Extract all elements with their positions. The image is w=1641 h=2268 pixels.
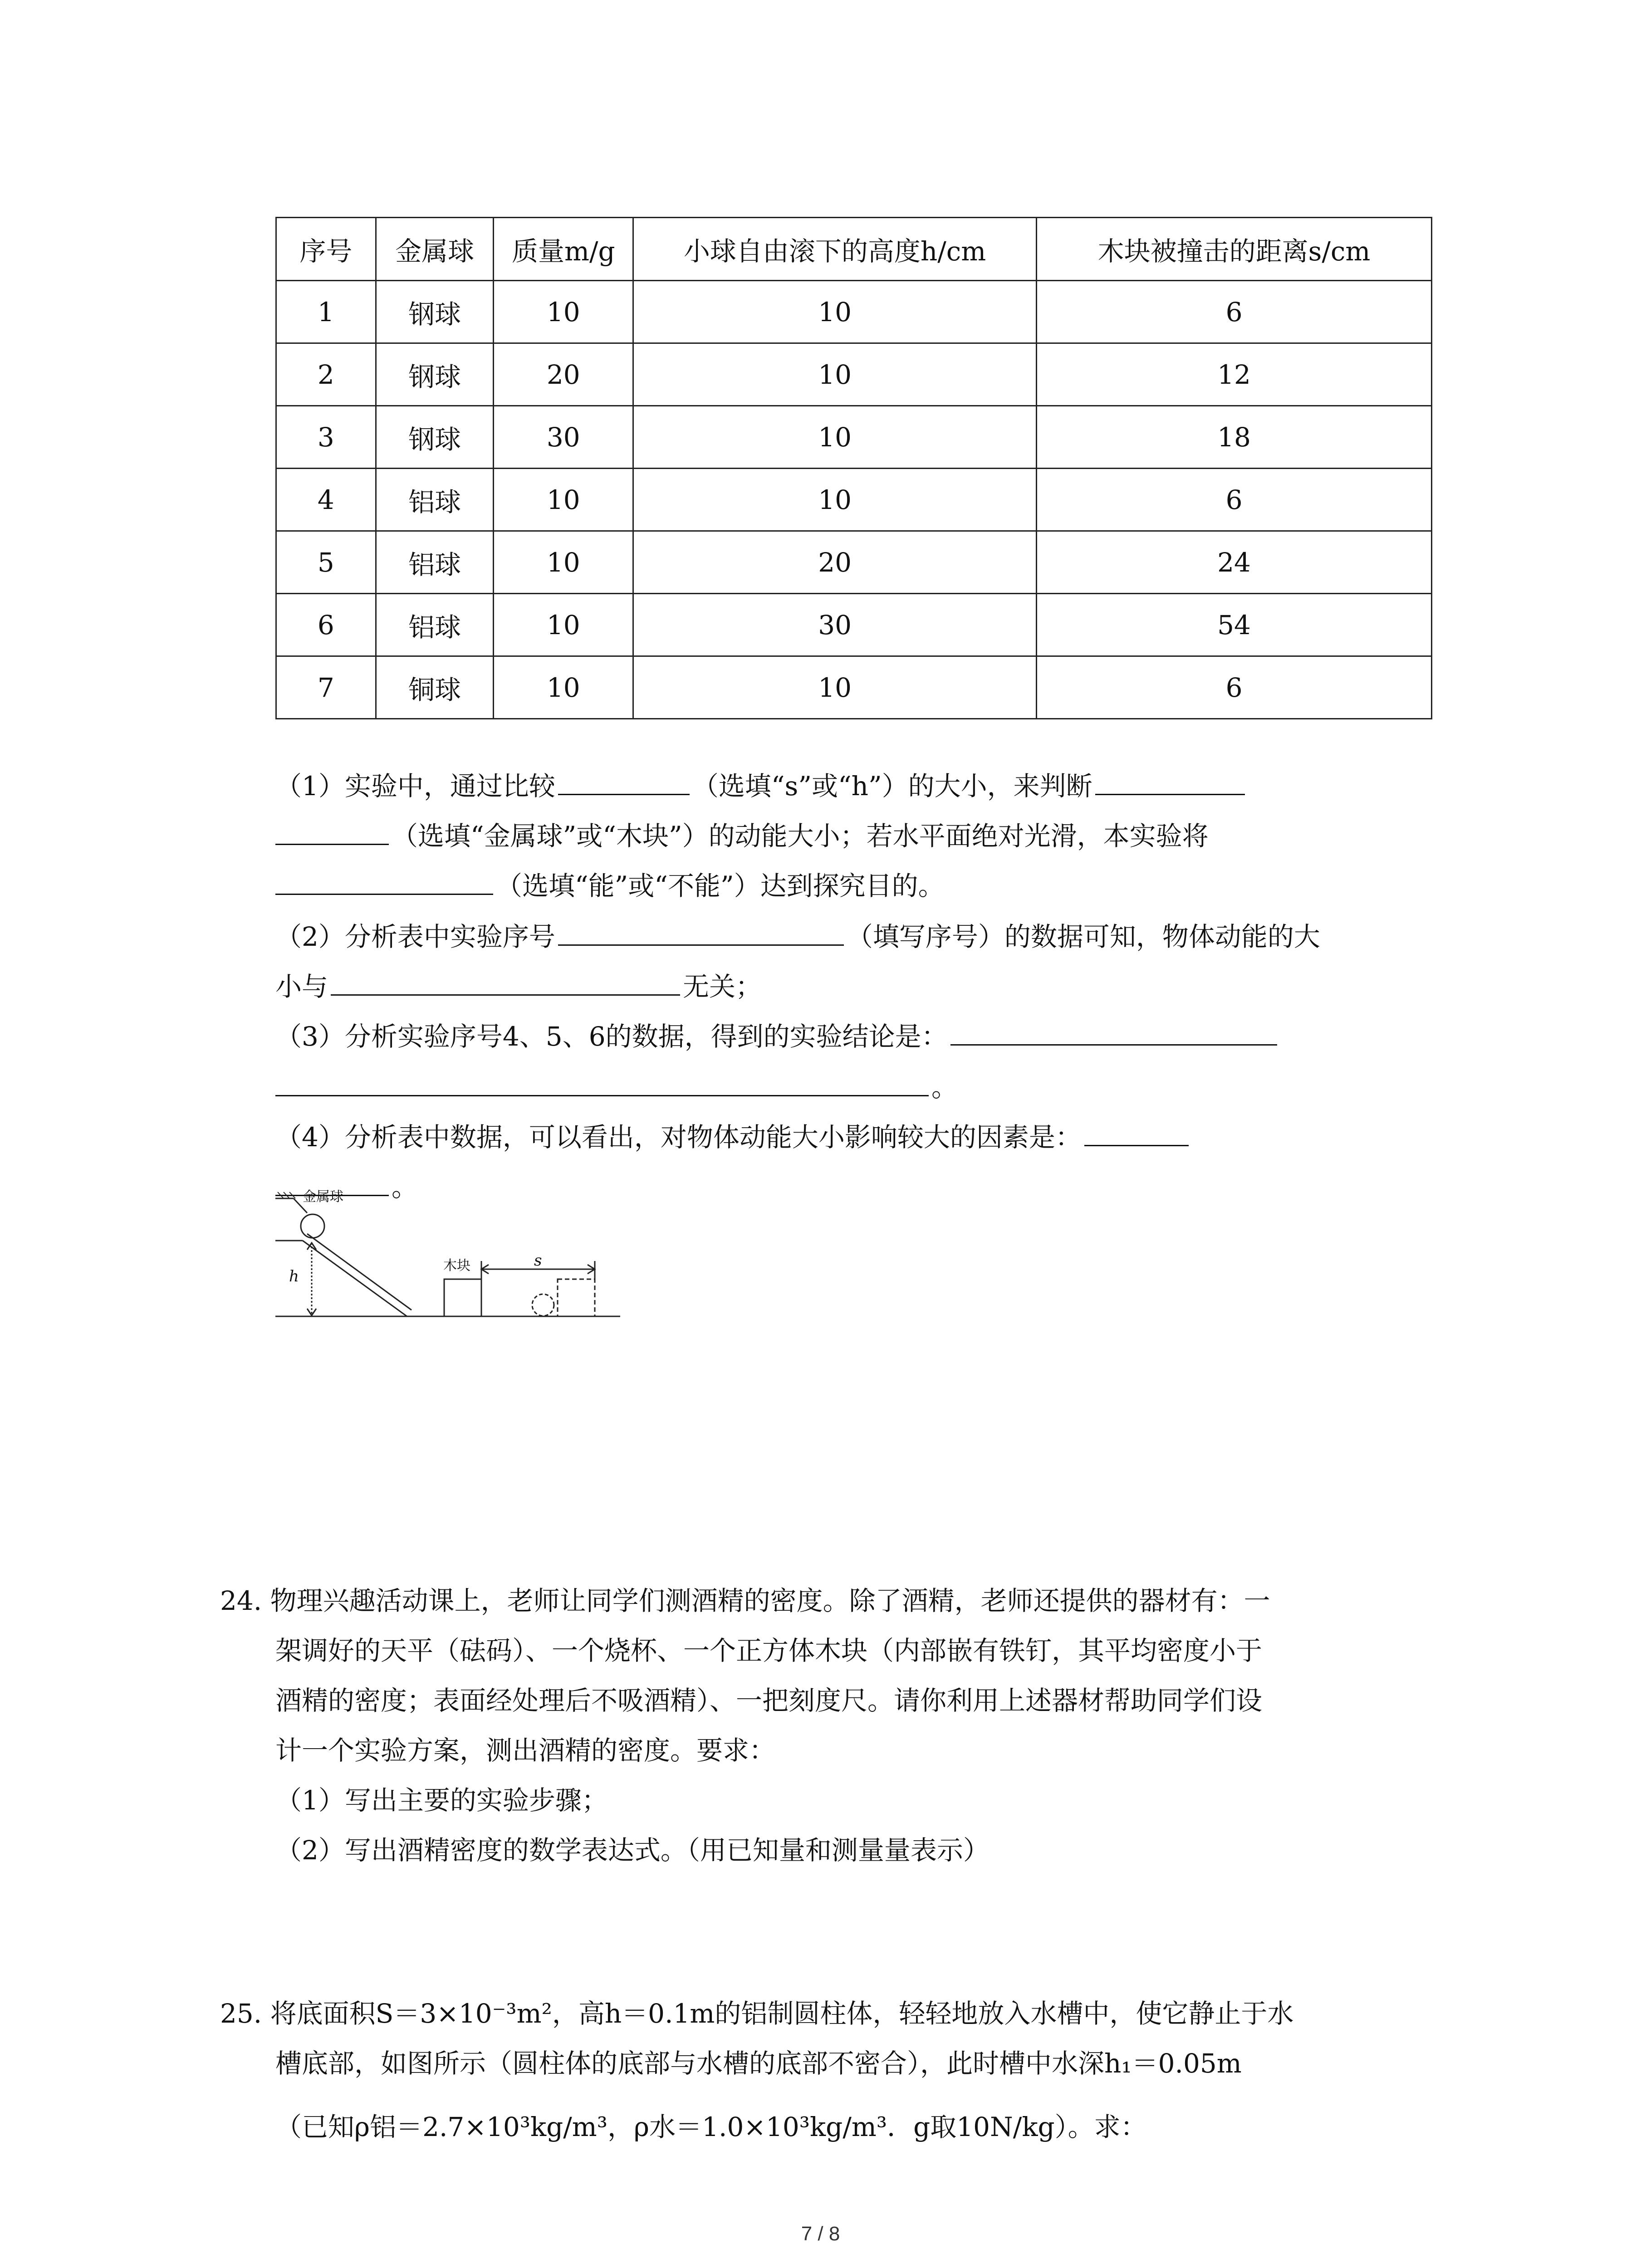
q23-p4-text-b: 。 [392,1172,418,1202]
q23-part4-line1 [275,1121,1191,1153]
block-label: 木块 [443,1258,470,1274]
h-label: h [289,1267,299,1286]
q23-p3-text-b: 。 [931,1072,958,1103]
table-cell: 钢球 [376,343,494,406]
table-cell: 1 [276,281,376,343]
table-cell: 10 [633,343,1037,406]
table-cell: 6 [1037,281,1432,343]
header-cell: 木块被撞击的距离s/cm [1037,218,1432,281]
s-label: s [534,1251,542,1270]
q24-line5: （1）写出主要的实验步骤； [275,1785,608,1816]
header-cell: 序号 [276,218,376,281]
q24-line4: 计一个实验方案，测出酒精的密度。要求： [275,1735,776,1766]
table-cell: 2 [276,343,376,406]
q23-part1-line2 [275,820,1209,849]
table-cell: 10 [494,531,633,594]
q23-part2-line1 [275,921,1320,950]
q23-p2-text-a: （2）分析表中实验序号 [275,921,555,952]
q24-line3: 酒精的密度；表面经处理后不吸酒精）、一把刻度尺。请你利用上述器材帮助同学们设 [275,1685,1263,1716]
q25-line3: （已知ρ铝＝2.7×10³kg/m³，ρ水＝1.0×10³kg/m³．g取10N/kg）。求： [275,2112,1147,2142]
q25-line2: 槽底部，如图所示（圆柱体的底部与水槽的底部不密合），此时槽中水深h₁＝0.05m [275,2048,1242,2079]
q23-part2-line2 [275,971,762,1000]
table-cell: 5 [276,531,376,594]
table-cell: 10 [494,281,633,343]
table-cell: 铜球 [376,656,494,719]
page-number: 7 / 8 [801,2223,840,2245]
answer-blank[interactable] [275,820,389,845]
table-cell: 54 [1037,594,1432,656]
q23-part1-line1 [275,770,1248,802]
table-cell: 10 [633,469,1037,531]
table-header-row [276,218,1432,281]
header-cell: 小球自由滚下的高度h/cm [633,218,1037,281]
header-cell: 质量m/g [494,218,633,281]
table-cell: 12 [1037,343,1432,406]
table-row [276,406,1432,469]
q23-part3-line1 [275,1021,1280,1050]
table-cell: 6 [1037,469,1432,531]
answer-blank[interactable] [558,770,690,795]
table-cell: 4 [276,469,376,531]
table-cell: 6 [1037,656,1432,719]
table-cell: 10 [494,656,633,719]
table-cell: 30 [633,594,1037,656]
table-cell: 钢球 [376,406,494,469]
table-cell: 铝球 [376,531,494,594]
q23-p1-text-d: （选填“能”或“不能”）达到探究目的。 [496,870,945,901]
q23-p1-text-c: （选填“金属球”或“木块”）的动能大小；若水平面绝对光滑，本实验将 [392,821,1209,851]
answer-blank[interactable] [275,1071,929,1096]
q23-p2-text-c: 小与 [275,971,328,1002]
q24-line1: 24. 物理兴趣活动课上，老师让同学们测酒精的密度。除了酒精，老师还提供的器材有：一 [220,1585,1270,1616]
table-cell: 20 [494,343,633,406]
experiment-table [275,217,1432,719]
table-cell: 24 [1037,531,1432,594]
experiment-figure [275,1188,629,1325]
q23-p3-text-a: （3）分析实验序号4、5、6的数据，得到的实验结论是： [275,1021,948,1052]
table-cell: 10 [633,406,1037,469]
table-cell: 10 [494,594,633,656]
table-cell: 3 [276,406,376,469]
table-cell: 20 [633,531,1037,594]
header-cell: 金属球 [376,218,494,281]
answer-blank[interactable] [1095,770,1245,795]
q23-p2-text-b: （填写序号）的数据可知，物体动能的大 [846,921,1320,952]
table-cell: 6 [276,594,376,656]
q23-part1-line3 [275,870,945,899]
answer-blank[interactable] [558,921,844,946]
q23-p4-text-a: （4）分析表中数据，可以看出，对物体动能大小影响较大的因素是： [275,1122,1082,1153]
answer-blank[interactable] [950,1021,1277,1046]
table-row [276,531,1432,594]
q23-p1-text-b: （选填“s”或“h”）的大小，来判断 [692,771,1092,802]
q23-p1-text-a: （1）实验中，通过比较 [275,771,555,802]
table-row [276,281,1432,343]
table-row [276,594,1432,656]
q24-line2: 架调好的天平（砝码）、一个烧杯、一个正方体木块（内部嵌有铁钉，其平均密度小于 [275,1635,1263,1666]
table-cell: 30 [494,406,633,469]
table-row [276,469,1432,531]
answer-blank[interactable] [275,870,493,895]
table-row [276,343,1432,406]
answer-blank[interactable] [1084,1121,1189,1146]
table-cell: 铝球 [376,469,494,531]
ball-label: 金属球 [303,1189,343,1205]
table-cell: 10 [633,281,1037,343]
table-cell: 10 [494,469,633,531]
table-cell: 铝球 [376,594,494,656]
table-cell: 10 [633,656,1037,719]
q24-line6: （2）写出酒精密度的数学表达式。（用已知量和测量量表示） [275,1835,989,1866]
q23-part3-line2 [275,1071,958,1103]
table-cell: 钢球 [376,281,494,343]
ramp-diagram [275,1188,629,1325]
table-row [276,656,1432,719]
answer-blank[interactable] [331,971,680,996]
q23-p2-text-d: 无关； [683,971,762,1002]
table-cell: 7 [276,656,376,719]
table-cell: 18 [1037,406,1432,469]
q25-line1: 25. 将底面积S＝3×10⁻³m²，高h＝0.1m的铝制圆柱体，轻轻地放入水槽中，使它静止于水 [220,1998,1294,2029]
